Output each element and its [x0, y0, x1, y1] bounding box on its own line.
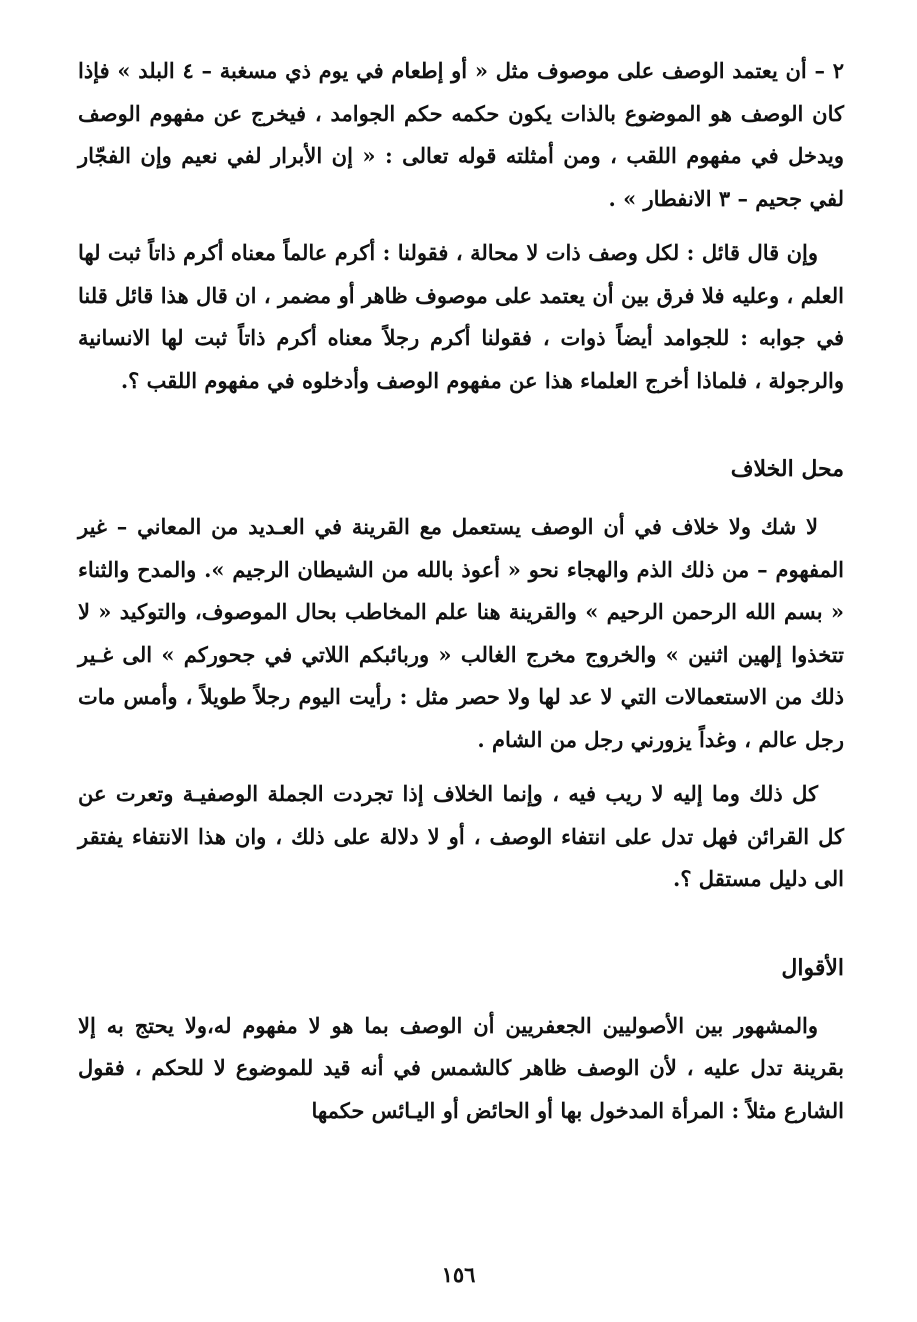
book-page [78, 50, 844, 1132]
section-heading-dispute: محل الخلاف [730, 456, 844, 482]
section-heading-opinions: الأقوال [781, 954, 844, 981]
paragraph-common-opinion: والمشهور بين الأصوليين الجعفريين أن الوصف بما هو لا مفهوم له،ولا يحتج به إلا بقرينة تدل عليه ، لأن الوصف ظاهر كالشمس في أنه قيد للموضوع لا للحكم ، فقول الشارع مثلاً : المرأة المدخول بها أو الحائض أو اليـائس حكمها [78, 1012, 844, 1123]
page-number: ١٥٦ [441, 1262, 476, 1287]
paragraph-point-of-dispute: كل ذلك وما إليه لا ريب فيه ، وإنما الخلاف إذا تجردت الجملة الوصفيـة وتعرت عن كل القرائن فهل تدل على انتفاء الوصف ، أو لا دلالة على ذلك ، وان هذا الانتفاء يفتقر الى دليل مستقل ؟. [78, 781, 844, 891]
paragraph-objection: وإن قال قائل : لكل وصف ذات لا محالة ، فقولنا : أكرم عالماً معناه أكرم ذاتاً ثبت لها العلم ، وعليه فلا فرق بين أن يعتمد على موصوف ظاهر أو مضمر ، ان قال هذا قائل قلنا في جوابه : للجوامد أيضاً ذوات ، فقولنا أكرم رجلاً معناه أكرم ذاتاً ثبت لها الانسانية والرجولة ، فلماذا أخرج العلماء هذا عن مفهوم الوصف وأدخلوه في مفهوم اللقب ؟. [78, 240, 844, 393]
paragraph-condition-two: ٢ – أن يعتمد الوصف على موصوف مثل « أو إطعام في يوم ذي مسغبة – ٤ البلد » فإذا كان الوصف هو الموضوع بالذات يكون حكمه حكم الجوامد ، فيخرج عن مفهوم الوصف ويدخل في مفهوم اللقب ، ومن أمثلته قوله تعالى : « إن الأبرار لفي نعيم وإن الفجّار لفي جحيم – ٣ الانفطار » . [78, 58, 845, 211]
paragraph-uses-of-description: لا شك ولا خلاف في أن الوصف يستعمل مع القرينة في العـديد من المعاني – غير المفهوم – من ذلك الذم والهجاء نحو « أعوذ بالله من الشيطان الرجيم ». والمدح والثناء « بسم الله الرحمن الرحيم » والقرينة هنا علم المخاطب بحال الموصوف، والتوكيد « لا تتخذوا إلهين اثنين » والخروج مخرج الغالب « وربائبكم اللاتي في جحوركم » الى غـير ذلك من الاستعمالات التي لا عد لها ولا حصر مثل : رأيت اليوم رجلاً طويلاً ، وأمس مات رجل عالم ، وغداً يزورني رجل من الشام . [78, 514, 844, 752]
